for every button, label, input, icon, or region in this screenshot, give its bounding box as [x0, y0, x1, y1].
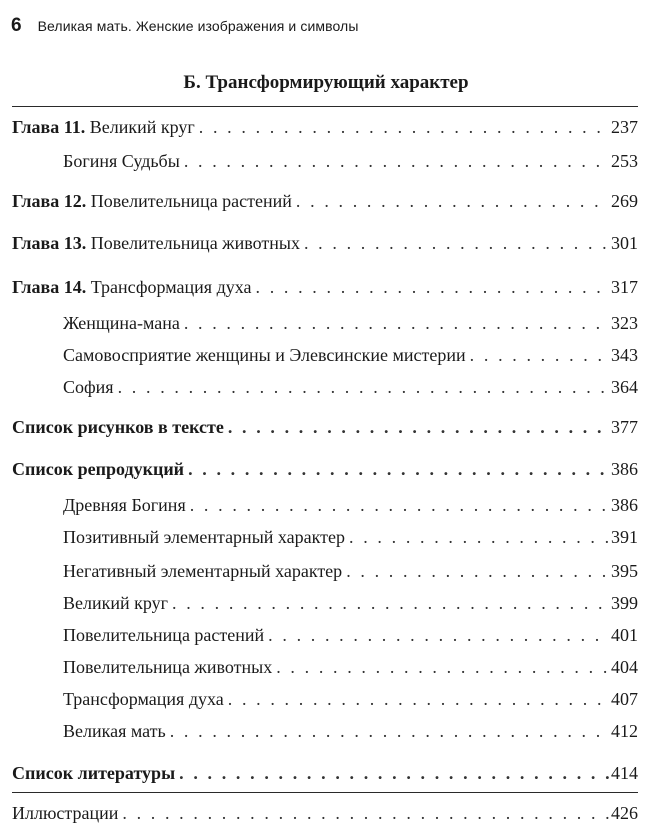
toc-entry-label — [12, 414, 224, 440]
toc-entry — [12, 274, 638, 300]
toc-entry-page: 301 — [611, 233, 638, 253]
toc-entry-label-bold: Глава 14. — [12, 277, 87, 297]
toc-entry-label-text: Иллюстрации — [12, 803, 119, 823]
toc-entry-page: 426 — [611, 803, 638, 823]
bottom-rule — [12, 792, 638, 793]
toc-entry-label-text: Великая мать — [63, 721, 166, 741]
section-title: Б. Трансформирующий характер — [183, 72, 469, 93]
toc-entry — [12, 524, 638, 550]
dot-leader — [184, 310, 609, 336]
toc-entry-label — [63, 590, 168, 616]
toc-entry-page: 391 — [611, 527, 638, 547]
toc-entry-label-text: Повелительница животных — [63, 657, 273, 677]
toc-entry-label-bold: Список рисунков в тексте — [12, 417, 224, 437]
toc-entry-label-bold: Глава 11. — [12, 117, 86, 137]
table-of-contents — [12, 0, 638, 836]
toc-entry-label-text: Великий круг — [63, 593, 169, 613]
dot-leader — [179, 760, 609, 786]
dot-leader — [184, 148, 609, 174]
toc-entry-page: 412 — [611, 721, 638, 741]
toc-entry-page: 414 — [611, 763, 638, 783]
toc-entry-label-text: Трансформация духа — [63, 689, 224, 709]
dot-leader — [304, 230, 609, 256]
dot-leader — [122, 800, 609, 826]
toc-entry-label-text: Повелительница растений — [63, 625, 265, 645]
toc-entry-label-bold: Список репродукций — [12, 459, 185, 479]
toc-entry-label-text: Повелительница растений — [86, 191, 292, 211]
toc-entry-page: 395 — [611, 561, 638, 581]
toc-entry-page: 364 — [611, 377, 638, 397]
toc-entry-label-text: София — [63, 377, 114, 397]
toc-entry-label-bold: Глава 13. — [12, 233, 87, 253]
toc-entry-label — [63, 622, 264, 648]
toc-entry-label-text: Великий круг — [85, 117, 195, 137]
toc-entry-label — [63, 342, 466, 368]
toc-entry — [12, 148, 638, 174]
toc-entry-label — [63, 310, 180, 336]
dot-leader — [228, 686, 609, 712]
toc-entry — [12, 590, 638, 616]
toc-entry-page: 401 — [611, 625, 638, 645]
toc-entry-label — [12, 274, 252, 300]
toc-entry-page: 386 — [611, 495, 638, 515]
running-header-title: Великая мать. Женские изображения и символы — [37, 18, 359, 34]
dot-leader — [190, 492, 609, 518]
toc-entry-label — [12, 800, 118, 826]
toc-entry-label — [12, 760, 175, 786]
toc-entry-label-bold: Глава 12. — [12, 191, 87, 211]
toc-entry-label — [63, 718, 166, 744]
toc-entry-page: 253 — [611, 151, 638, 171]
dot-leader — [268, 622, 609, 648]
toc-entry — [12, 310, 638, 336]
toc-entry — [12, 230, 638, 256]
toc-entry-page: 269 — [611, 191, 638, 211]
toc-entry — [12, 492, 638, 518]
toc-entry-label-text: Повелительница животных — [86, 233, 300, 253]
dot-leader — [188, 456, 609, 482]
dot-leader — [170, 718, 609, 744]
toc-entry-label-text: Самовосприятие женщины и Элевсинские мистерии — [63, 345, 466, 365]
toc-entry-page: 323 — [611, 313, 638, 333]
toc-entry-label — [12, 230, 300, 256]
toc-entry-label — [63, 558, 342, 584]
toc-entry — [12, 760, 638, 786]
dot-leader — [349, 524, 609, 550]
toc-entry-page: 317 — [611, 277, 638, 297]
toc-entry-label — [63, 374, 114, 400]
toc-entry-label-text: Богиня Судьбы — [63, 151, 180, 171]
toc-entry-label — [63, 148, 180, 174]
toc-entry-label-text: Негативный элементарный характер — [63, 561, 343, 581]
toc-entry-page: 377 — [611, 417, 638, 437]
dot-leader — [276, 654, 609, 680]
dot-leader — [296, 188, 609, 214]
dot-leader — [172, 590, 609, 616]
toc-entry — [12, 686, 638, 712]
toc-entry — [12, 558, 638, 584]
toc-entry-page: 386 — [611, 459, 638, 479]
toc-entry — [12, 654, 638, 680]
dot-leader — [228, 414, 609, 440]
dot-leader — [118, 374, 609, 400]
toc-entry-label — [12, 456, 184, 482]
toc-entry-label-text: Трансформация духа — [86, 277, 252, 297]
toc-entry-label — [63, 524, 345, 550]
toc-entry — [12, 456, 638, 482]
toc-entry — [12, 114, 638, 140]
toc-entry-page: 399 — [611, 593, 638, 613]
page-number: 6 — [11, 15, 22, 36]
toc-entry — [12, 622, 638, 648]
dot-leader — [199, 114, 609, 140]
toc-entry — [12, 374, 638, 400]
dot-leader — [256, 274, 610, 300]
toc-entry-label — [63, 686, 224, 712]
toc-entry — [12, 718, 638, 744]
toc-entry-label-text: Позитивный элементарный характер — [63, 527, 346, 547]
dot-leader — [470, 342, 609, 368]
toc-entry-label-bold: Список литературы — [12, 763, 176, 783]
toc-entry — [12, 188, 638, 214]
toc-entry-page: 237 — [611, 117, 638, 137]
toc-entry — [12, 800, 638, 826]
toc-entry-label — [63, 492, 186, 518]
toc-entry-label — [12, 188, 292, 214]
toc-entry — [12, 414, 638, 440]
toc-entry-page: 343 — [611, 345, 638, 365]
toc-entry-page: 407 — [611, 689, 638, 709]
toc-entry-page: 404 — [611, 657, 638, 677]
dot-leader — [346, 558, 609, 584]
toc-entry-label — [63, 654, 272, 680]
toc-entry-label-text: Древняя Богиня — [63, 495, 186, 515]
toc-entry-label — [12, 114, 195, 140]
toc-entry-label-text: Женщина-мана — [63, 313, 180, 333]
toc-entry — [12, 342, 638, 368]
